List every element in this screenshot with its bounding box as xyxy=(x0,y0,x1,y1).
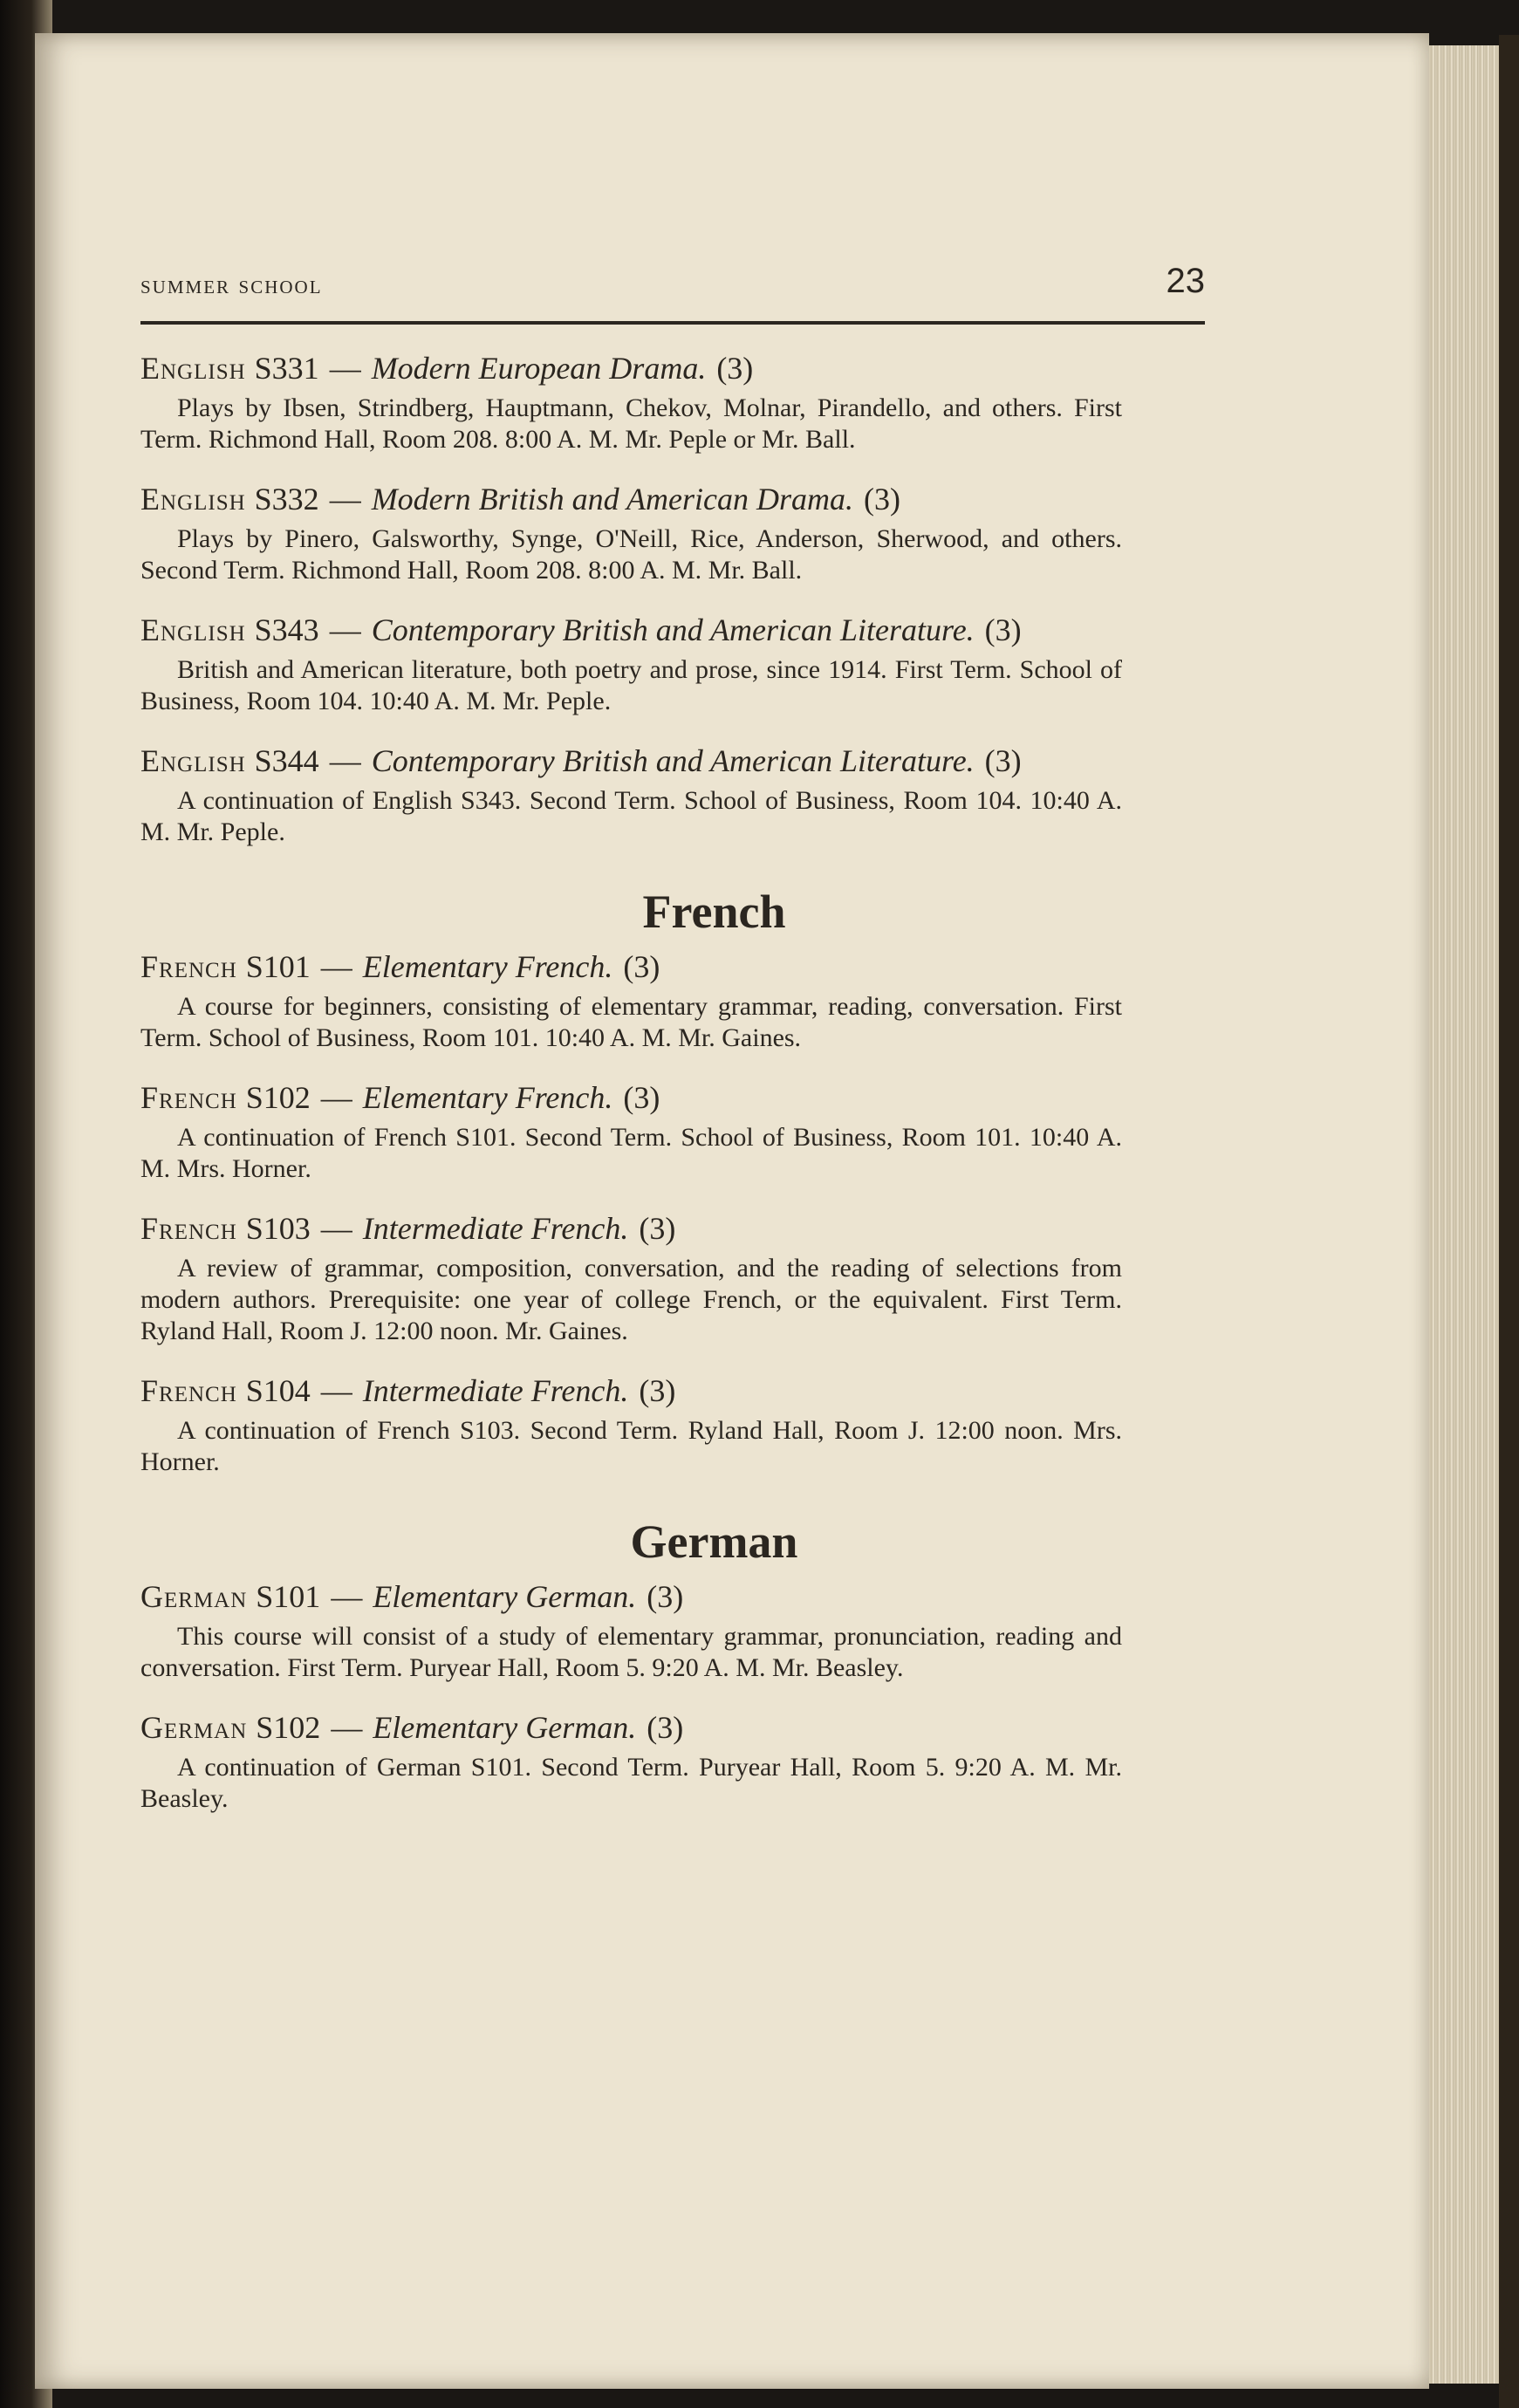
course-number: S331 xyxy=(254,351,319,386)
course-title: Elementary French. xyxy=(362,1080,613,1115)
course-heading xyxy=(140,1708,1205,1747)
course-entry xyxy=(140,742,1205,848)
course-dept: English xyxy=(140,482,246,516)
course-title: Modern European Drama. xyxy=(371,351,707,386)
course-description: A review of grammar, composition, conversation, and the reading of selections from modern authors. Prerequisite: one year of college French, or the equivalent. First Term. Ryland Hall, Room J. 12:00 noon. Mr. Gaines. xyxy=(140,1254,1122,1345)
course-heading xyxy=(140,480,1205,518)
course-credits: (3) xyxy=(716,351,754,386)
course-title: Contemporary British and American Literature. xyxy=(371,612,975,647)
course-title: Modern British and American Drama. xyxy=(371,482,853,516)
course-description: A continuation of English S343. Second Term. School of Business, Room 104. 10:40 A. M. Mr. Peple. xyxy=(140,786,1122,846)
course-credits: (3) xyxy=(984,743,1022,778)
course-title: Elementary German. xyxy=(373,1710,637,1745)
course-number: S102 xyxy=(256,1710,321,1745)
dash: — xyxy=(320,949,352,984)
course-dept: German xyxy=(140,1710,248,1745)
course-heading xyxy=(140,1078,1205,1117)
course-description: Plays by Ibsen, Strindberg, Hauptmann, Chekov, Molnar, Pirandello, and others. First Term. Richmond Hall, Room 208. 8:00 A. M. Mr. Peple or Mr. Ball. xyxy=(140,393,1122,454)
course-description: British and American literature, both poetry and prose, since 1914. First Term. School of Business, Room 104. 10:40 A. M. Mr. Peple. xyxy=(140,655,1122,715)
dash: — xyxy=(329,351,361,386)
section-title-french: French xyxy=(642,886,786,938)
book-cover-edge xyxy=(1499,35,1519,2408)
course-heading xyxy=(140,349,1205,387)
course-entry xyxy=(140,1078,1205,1185)
course-title: Elementary German. xyxy=(373,1579,637,1614)
section-title-german: German xyxy=(630,1515,798,1568)
course-heading xyxy=(140,1577,1205,1616)
dash: — xyxy=(329,743,361,778)
course-description: This course will consist of a study of elementary grammar, pronunciation, reading and conversation. First Term. Puryear Hall, Room 5. 9:20 A. M. Mr. Beasley. xyxy=(140,1622,1122,1682)
course-dept: French xyxy=(140,1373,237,1408)
course-number: S101 xyxy=(245,949,311,984)
course-dept: French xyxy=(140,1080,237,1115)
course-credits: (3) xyxy=(984,612,1022,647)
course-dept: French xyxy=(140,1211,237,1246)
course-number: S344 xyxy=(254,743,319,778)
course-entry xyxy=(140,480,1205,586)
course-entry xyxy=(140,611,1205,717)
course-credits: (3) xyxy=(647,1579,684,1614)
course-entry xyxy=(140,947,1205,1054)
course-number: S332 xyxy=(254,482,319,516)
course-heading xyxy=(140,1372,1205,1410)
dash: — xyxy=(320,1211,352,1246)
course-heading xyxy=(140,947,1205,986)
course-description: A continuation of French S101. Second Term. School of Business, Room 101. 10:40 A. M. Mrs. Horner. xyxy=(140,1123,1122,1183)
course-credits: (3) xyxy=(639,1211,676,1246)
course-entry xyxy=(140,1577,1205,1684)
course-entry xyxy=(140,1209,1205,1347)
running-head-title: summer school xyxy=(140,270,323,299)
course-dept: English xyxy=(140,351,246,386)
course-credits: (3) xyxy=(864,482,900,516)
course-number: S102 xyxy=(245,1080,311,1115)
course-credits: (3) xyxy=(623,1080,660,1115)
course-title: Elementary French. xyxy=(362,949,613,984)
course-dept: English xyxy=(140,743,246,778)
dash: — xyxy=(331,1579,363,1614)
course-description: A course for beginners, consisting of elementary grammar, reading, conversation. First Term. School of Business, Room 101. 10:40 A. M. Mr. Gaines. xyxy=(140,992,1122,1052)
course-heading xyxy=(140,742,1205,780)
course-dept: English xyxy=(140,612,246,647)
course-description: Plays by Pinero, Galsworthy, Synge, O'Neill, Rice, Anderson, Sherwood, and others. Second Term. Richmond Hall, Room 208. 8:00 A. M. Mr. Ball. xyxy=(140,524,1122,585)
dash: — xyxy=(329,482,361,516)
course-title: Intermediate French. xyxy=(362,1373,629,1408)
course-description: A continuation of German S101. Second Term. Puryear Hall, Room 5. 9:20 A. M. Mr. Beasley. xyxy=(140,1753,1122,1813)
dash: — xyxy=(331,1710,363,1745)
page-number: 23 xyxy=(1166,262,1205,300)
header-rule xyxy=(140,321,1205,325)
course-number: S101 xyxy=(256,1579,321,1614)
course-title: Intermediate French. xyxy=(362,1211,629,1246)
course-dept: French xyxy=(140,949,237,984)
course-heading xyxy=(140,611,1205,649)
course-number: S104 xyxy=(245,1373,311,1408)
course-entry xyxy=(140,1708,1205,1815)
course-heading xyxy=(140,1209,1205,1248)
course-credits: (3) xyxy=(639,1373,676,1408)
course-title: Contemporary British and American Literature. xyxy=(371,743,975,778)
course-number: S103 xyxy=(245,1211,311,1246)
dash: — xyxy=(329,612,361,647)
page-stack-edge xyxy=(1429,45,1499,2384)
course-dept: German xyxy=(140,1579,248,1614)
running-head xyxy=(140,262,1205,314)
dash: — xyxy=(320,1080,352,1115)
course-entry xyxy=(140,1372,1205,1478)
page-content xyxy=(140,262,1205,1815)
dash: — xyxy=(320,1373,352,1408)
course-credits: (3) xyxy=(623,949,660,984)
course-description: A continuation of French S103. Second Term. Ryland Hall, Room J. 12:00 noon. Mrs. Horner. xyxy=(140,1416,1122,1476)
course-number: S343 xyxy=(254,612,319,647)
course-credits: (3) xyxy=(647,1710,684,1745)
course-entry xyxy=(140,349,1205,455)
